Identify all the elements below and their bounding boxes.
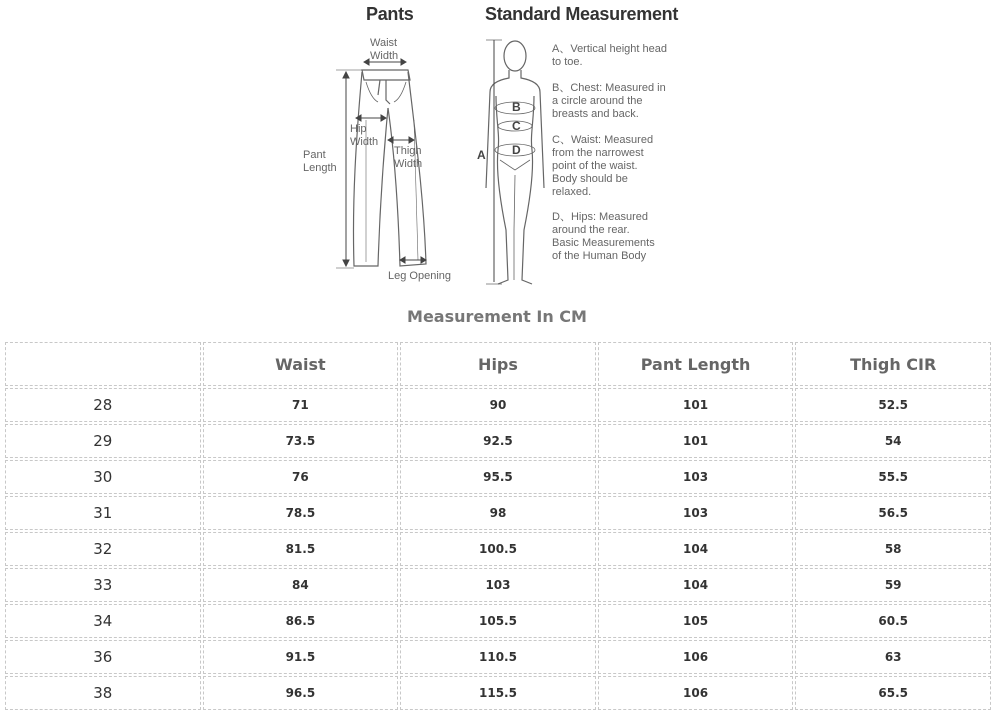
size-table (3, 340, 993, 712)
waist-width-label: Waist Width (370, 37, 399, 62)
cell-pant-length: 106 (598, 640, 794, 674)
cell-size: 31 (5, 496, 201, 530)
letter-d: D (512, 143, 521, 157)
cell-thigh-cir: 60.5 (795, 604, 991, 638)
table-row (5, 532, 991, 566)
header-waist: Waist (203, 342, 399, 386)
header-hips: Hips (400, 342, 596, 386)
thigh-width-label: Thigh Width (394, 145, 423, 170)
table-header-row (5, 342, 991, 386)
cell-pant-length: 103 (598, 460, 794, 494)
cell-hips: 98 (400, 496, 596, 530)
cell-hips: 115.5 (400, 676, 596, 710)
cell-waist: 96.5 (203, 676, 399, 710)
cell-waist: 73.5 (203, 424, 399, 458)
cell-hips: 110.5 (400, 640, 596, 674)
note-d: D、Hips: Measured around the rear. Basic Measurements of the Human Body (552, 211, 655, 262)
letter-b: B (512, 100, 521, 114)
hip-width-label: Hip Width (350, 123, 379, 148)
cell-pant-length: 101 (598, 388, 794, 422)
cell-thigh-cir: 55.5 (795, 460, 991, 494)
cell-thigh-cir: 63 (795, 640, 991, 674)
cell-waist: 71 (203, 388, 399, 422)
cell-size: 29 (5, 424, 201, 458)
cell-thigh-cir: 58 (795, 532, 991, 566)
cell-thigh-cir: 52.5 (795, 388, 991, 422)
header-pant-length: Pant Length (598, 342, 794, 386)
cell-thigh-cir: 59 (795, 568, 991, 602)
cell-hips: 92.5 (400, 424, 596, 458)
table-row (5, 460, 991, 494)
table-row (5, 604, 991, 638)
cell-size: 38 (5, 676, 201, 710)
cell-pant-length: 105 (598, 604, 794, 638)
table-row (5, 640, 991, 674)
cell-size: 34 (5, 604, 201, 638)
cell-pant-length: 103 (598, 496, 794, 530)
cell-pant-length: 104 (598, 568, 794, 602)
cell-thigh-cir: 56.5 (795, 496, 991, 530)
standard-measurement-title: Standard Measurement (485, 4, 679, 24)
measurement-diagram (0, 0, 1000, 300)
cell-pant-length: 104 (598, 532, 794, 566)
letter-c: C (512, 119, 521, 133)
table-row (5, 496, 991, 530)
cell-pant-length: 106 (598, 676, 794, 710)
cell-hips: 105.5 (400, 604, 596, 638)
letter-a: A (477, 148, 486, 162)
cell-thigh-cir: 54 (795, 424, 991, 458)
note-c: C、Waist: Measured from the narrowest point of the waist. Body should be relaxed. (552, 134, 654, 198)
cell-waist: 78.5 (203, 496, 399, 530)
table-row (5, 676, 991, 710)
cell-size: 30 (5, 460, 201, 494)
pant-length-label: Pant Length (303, 149, 337, 174)
cell-thigh-cir: 65.5 (795, 676, 991, 710)
table-caption: Measurement In CM (407, 307, 587, 326)
header-size (5, 342, 201, 386)
cell-waist: 86.5 (203, 604, 399, 638)
header-thigh-cir: Thigh CIR (795, 342, 991, 386)
cell-hips: 100.5 (400, 532, 596, 566)
cell-size: 28 (5, 388, 201, 422)
cell-hips: 95.5 (400, 460, 596, 494)
cell-size: 32 (5, 532, 201, 566)
body-sketch (0, 0, 1000, 300)
cell-waist: 84 (203, 568, 399, 602)
pants-title: Pants (366, 4, 414, 24)
table-row (5, 388, 991, 422)
cell-size: 36 (5, 640, 201, 674)
cell-waist: 91.5 (203, 640, 399, 674)
cell-hips: 103 (400, 568, 596, 602)
leg-opening-label: Leg Opening (388, 270, 451, 282)
table-row (5, 424, 991, 458)
cell-waist: 81.5 (203, 532, 399, 566)
cell-pant-length: 101 (598, 424, 794, 458)
note-b: B、Chest: Measured in a circle around the breasts and back. (552, 82, 666, 120)
cell-hips: 90 (400, 388, 596, 422)
table-row (5, 568, 991, 602)
cell-waist: 76 (203, 460, 399, 494)
cell-size: 33 (5, 568, 201, 602)
note-a: A、Vertical height head to toe. (552, 43, 667, 68)
